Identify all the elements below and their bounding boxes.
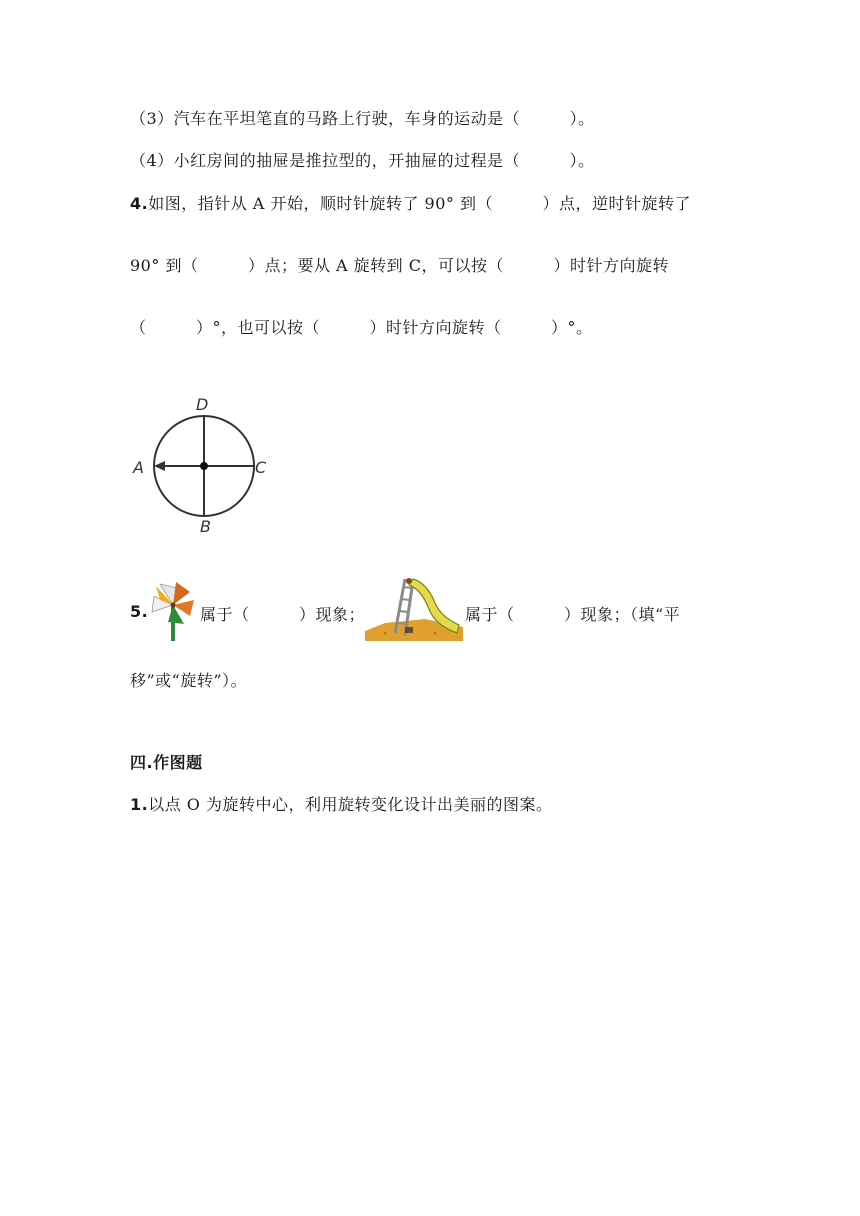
question-5-num: 5. bbox=[130, 602, 149, 621]
question-5-part-2: 属于（ ）现象；（填“平 bbox=[465, 605, 681, 624]
question-4-number: 4. bbox=[130, 194, 149, 213]
slide-icon bbox=[365, 575, 463, 641]
question-3-item-3: （3）汽车在平坦笔直的马路上行驶，车身的运动是（ ）。 bbox=[130, 109, 595, 128]
question-5-part-1: 属于（ ）现象； bbox=[200, 605, 366, 624]
question-3-item-4: （4）小红房间的抽屉是推拉型的，开抽屉的过程是（ ）。 bbox=[130, 151, 595, 170]
question-4-line-2: 90° 到（ ）点；要从 A 旋转到 C，可以按（ ）时针方向旋转 bbox=[130, 256, 670, 275]
pinwheel-icon bbox=[146, 578, 200, 642]
question-4-line-3: （ ）°，也可以按（ ）时针方向旋转（ ）°。 bbox=[130, 318, 593, 337]
question-5-line-2: 移”或“旋转”）。 bbox=[130, 671, 248, 690]
dial-diagram bbox=[128, 390, 278, 535]
label-b: B bbox=[200, 517, 211, 535]
section-4-question-1-text: 以点 O 为旋转中心，利用旋转变化设计出美丽的图案。 bbox=[148, 795, 553, 814]
question-4-line-1 bbox=[130, 191, 691, 214]
question-4-text-1: 如图，指针从 A 开始，顺时针旋转了 90° 到（ ）点，逆时针旋转了 bbox=[148, 194, 691, 213]
section-4-question-1-number: 1. bbox=[130, 795, 149, 814]
label-c: C bbox=[255, 458, 267, 477]
section-4-question-1 bbox=[130, 792, 553, 815]
pointer-arrow bbox=[154, 461, 165, 471]
label-a: A bbox=[133, 458, 144, 477]
center-dot bbox=[200, 462, 208, 470]
label-d: D bbox=[196, 395, 209, 414]
section-4-title: 四.作图题 bbox=[130, 753, 203, 772]
